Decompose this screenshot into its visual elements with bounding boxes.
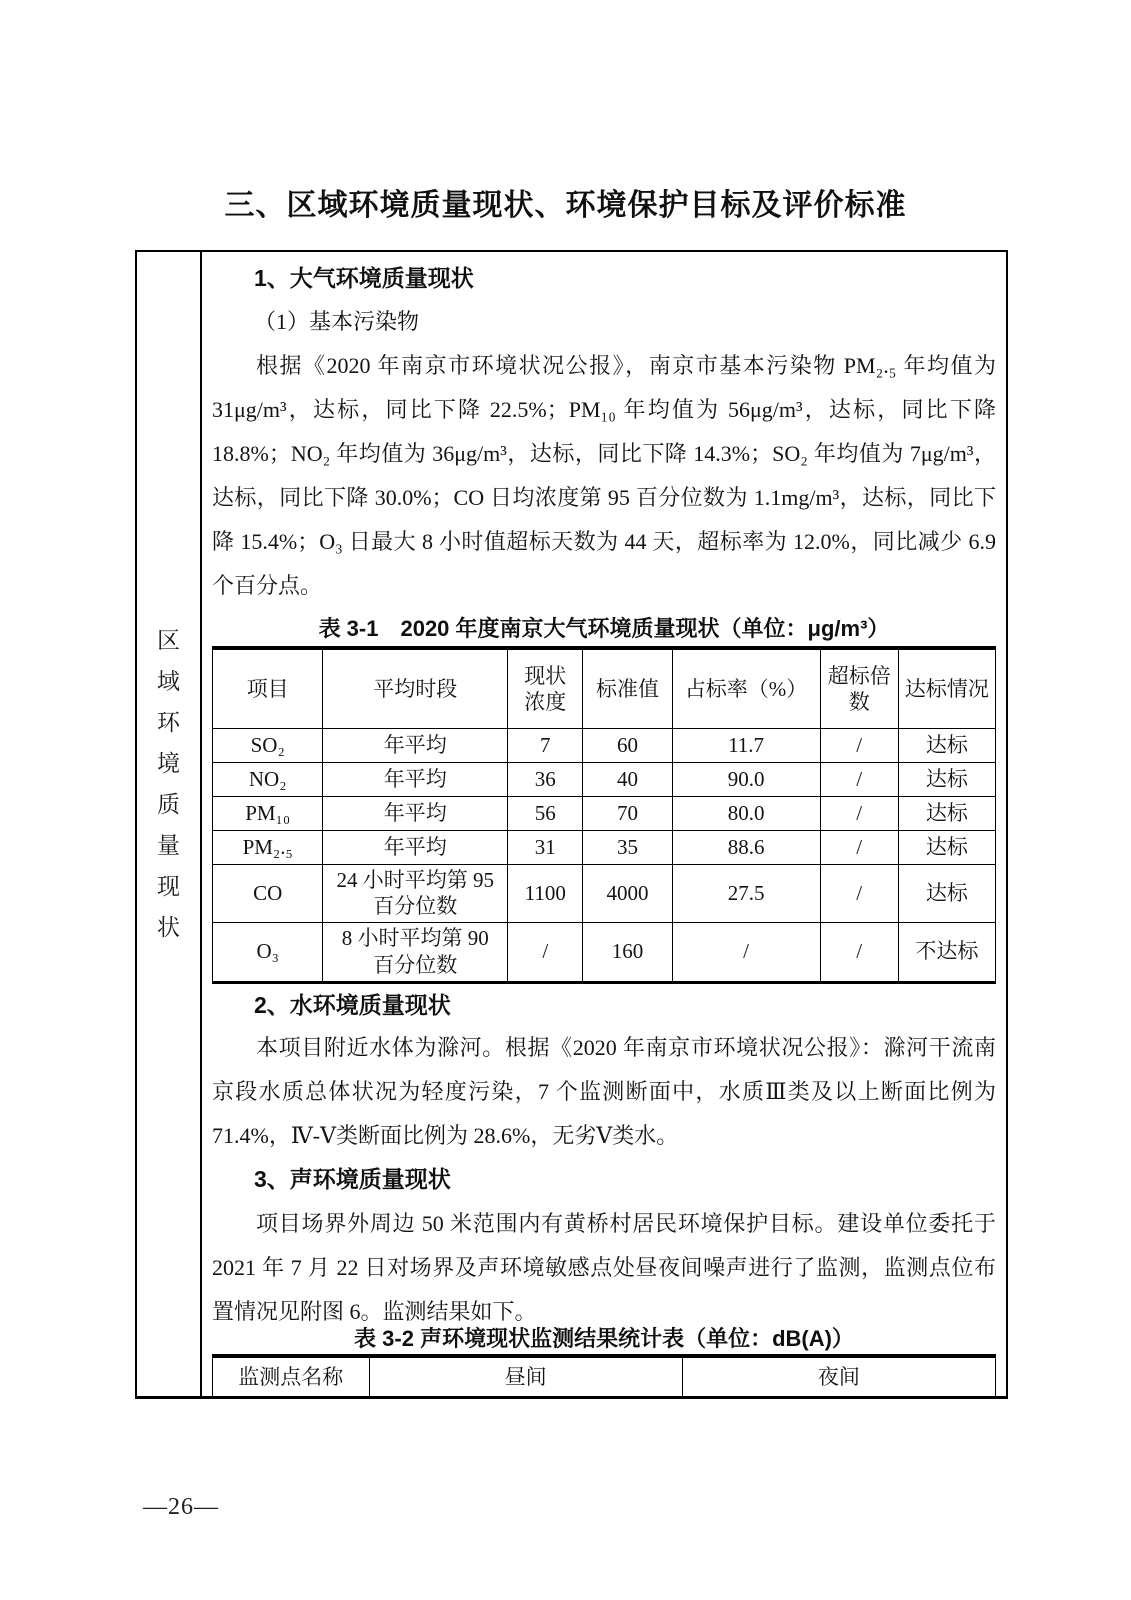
table31-header-item: 项目	[213, 648, 323, 729]
noise-paragraph: 项目场界外周边 50 米范围内有黄桥村居民环境保护目标。建设单位委托于 2021 年 7 月 22 日对场界及声环境敏感点处昼夜间噪声进行了监测，监测点位布置情况见附图 6。监测结果如下。	[212, 1210, 996, 1324]
content-cell	[202, 252, 1006, 1396]
table-row	[213, 797, 996, 831]
table-cell: /	[820, 865, 898, 923]
table32-header-point: 监测点名称	[213, 1356, 370, 1396]
table-cell: 达标	[898, 729, 995, 763]
table-cell: 36	[508, 763, 583, 797]
table-cell: 88.6	[672, 831, 820, 865]
table-cell: 达标	[898, 865, 995, 923]
table-cell: /	[820, 797, 898, 831]
table-cell: 90.0	[672, 763, 820, 797]
table-cell: 7	[508, 729, 583, 763]
air-subheading: （1）基本污染物	[254, 309, 420, 334]
air-quality-table	[212, 646, 996, 984]
table-cell: 不达标	[898, 922, 995, 982]
table-cell: 1100	[508, 865, 583, 923]
air-section-heading: 1、大气环境质量现状	[254, 265, 474, 291]
table-cell: PM₁₀	[213, 797, 323, 831]
table-cell: 160	[583, 922, 672, 982]
table31-header-standard: 标准值	[583, 648, 672, 729]
table-row	[213, 763, 996, 797]
table-row	[213, 729, 996, 763]
table32-header-night: 夜间	[682, 1356, 995, 1396]
table-cell: 年平均	[323, 797, 508, 831]
sidebar-vertical-label: 区域环境质量现状	[157, 628, 180, 940]
table-cell: 70	[583, 797, 672, 831]
table31-header-current: 现状浓度	[508, 648, 583, 729]
table31-header-ratio: 占标率（%）	[672, 648, 820, 729]
table-cell: O₃	[213, 922, 323, 982]
table31-header-exceed: 超标倍数	[820, 648, 898, 729]
noise-table-block	[212, 1324, 996, 1396]
table31-title: 表 3-1 2020 年度南京大气环境质量现状（单位：μg/m³）	[318, 616, 890, 641]
table-cell: 达标	[898, 831, 995, 865]
table-cell: 年平均	[323, 831, 508, 865]
table-cell: /	[672, 922, 820, 982]
noise-section-heading: 3、声环境质量现状	[254, 1165, 451, 1192]
table-cell: 4000	[583, 865, 672, 923]
table-cell: 60	[583, 729, 672, 763]
sidebar-category-cell	[137, 252, 202, 1396]
table32-header-row	[213, 1356, 996, 1396]
table32-header-day: 昼间	[369, 1356, 682, 1396]
table-cell: /	[820, 831, 898, 865]
table-cell: 31	[508, 831, 583, 865]
air-paragraph: 根据《2020 年南京市环境状况公报》，南京市基本污染物 PM₂.₅ 年均值为 31μg/m³，达标，同比下降 22.5%；PM₁₀ 年均值为 56μg/m³，达标，同比下降 18.8%；NO₂ 年均值为 36μg/m³，达标，同比下降 14.3%；SO₂ 年均值为 7μg/m³，达标，同比下降 30.0%；CO 日均浓度第 95 百分位数为 1.1mg/m³，达标，同比下降 15.4%；O₃ 日最大 8 小时值超标天数为 44 天，超标率为 12.0%，同比减少 6.9 个百分点。	[212, 353, 996, 598]
water-paragraph: 本项目附近水体为滁河。根据《2020 年南京市环境状况公报》：滁河干流南京段水质总体状况为轻度污染，7 个监测断面中，水质Ⅲ类及以上断面比例为 71.4%，Ⅳ-Ⅴ类断面比例为 28.6%，无劣Ⅴ类水。	[212, 1034, 996, 1148]
table-cell: /	[820, 729, 898, 763]
table-cell: /	[508, 922, 583, 982]
table-cell: 达标	[898, 797, 995, 831]
table-cell: 80.0	[672, 797, 820, 831]
document-frame	[135, 250, 1008, 1399]
table-cell: CO	[213, 865, 323, 923]
table-cell: 11.7	[672, 729, 820, 763]
water-section-heading: 2、水环境质量现状	[254, 991, 451, 1018]
table-cell: 56	[508, 797, 583, 831]
table-row	[213, 831, 996, 865]
table31-header-compliance: 达标情况	[898, 648, 995, 729]
table-cell: /	[820, 922, 898, 982]
table-cell: PM₂.₅	[213, 831, 323, 865]
table-cell: 24 小时平均第 95 百分位数	[323, 865, 508, 923]
table-row	[213, 865, 996, 923]
table-cell: 35	[583, 831, 672, 865]
table-cell: 40	[583, 763, 672, 797]
table-cell: 8 小时平均第 90 百分位数	[323, 922, 508, 982]
table-cell: 27.5	[672, 865, 820, 923]
table31-header-row	[213, 648, 996, 729]
table-cell: 年平均	[323, 729, 508, 763]
table-cell: /	[820, 763, 898, 797]
page-number: —26—	[143, 1494, 219, 1520]
table31-header-period: 平均时段	[323, 648, 508, 729]
table-row	[213, 922, 996, 982]
table-cell: SO₂	[213, 729, 323, 763]
table-cell: 达标	[898, 763, 995, 797]
table-cell: NO₂	[213, 763, 323, 797]
table32-title: 表 3-2 声环境现状监测结果统计表（单位：dB(A)）	[354, 1326, 854, 1351]
table-cell: 年平均	[323, 763, 508, 797]
page-title: 三、区域环境质量现状、环境保护目标及评价标准	[224, 189, 907, 222]
noise-monitor-table	[212, 1354, 996, 1396]
